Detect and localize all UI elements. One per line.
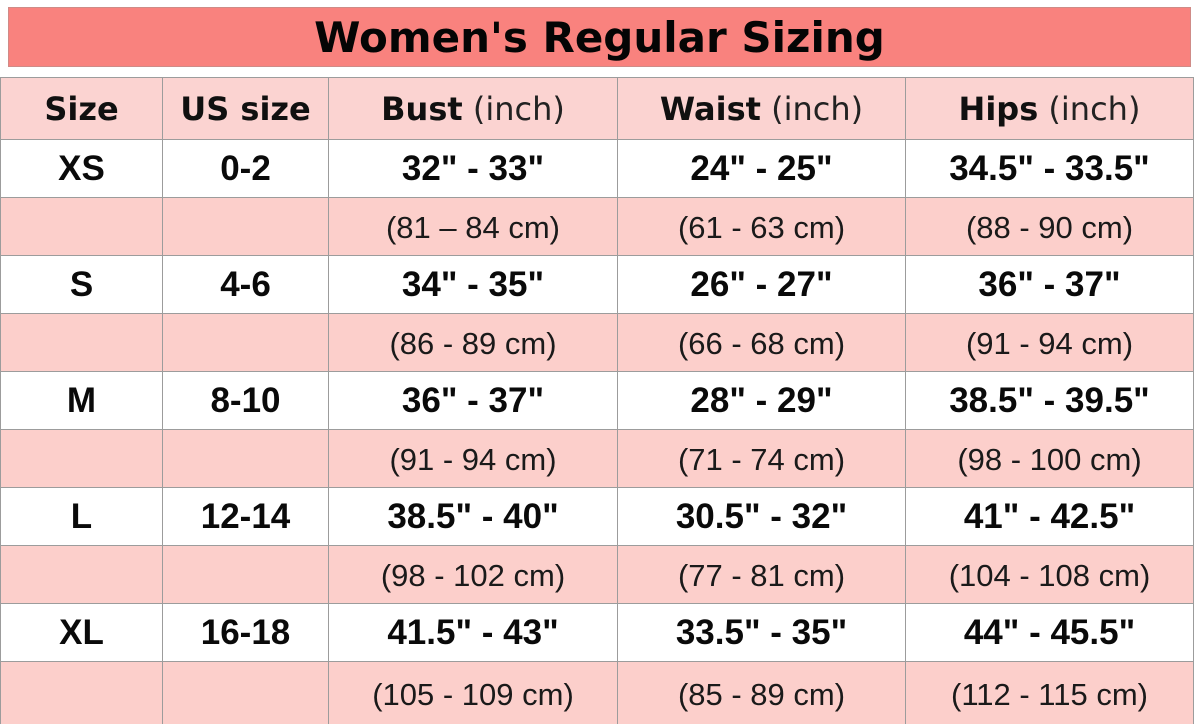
cell-size (1, 430, 163, 488)
table-row-m-cm (1, 430, 1194, 488)
cell-us-size (163, 430, 329, 488)
cell-us-size (163, 198, 329, 256)
cell-waist: (71 - 74 cm) (618, 430, 906, 488)
table-row-s-inch (1, 256, 1194, 314)
cell-us-size: 16-18 (163, 604, 329, 662)
cell-us-size: 4-6 (163, 256, 329, 314)
column-header-unit: (inch) (472, 89, 565, 128)
cell-size (1, 314, 163, 372)
cell-hips: (98 - 100 cm) (906, 430, 1194, 488)
cell-us-size (163, 314, 329, 372)
page-title: Women's Regular Sizing (314, 12, 885, 62)
column-header-label: Waist (659, 89, 761, 128)
cell-size: XS (1, 140, 163, 198)
cell-us-size: 8-10 (163, 372, 329, 430)
cell-bust: 36" - 37" (329, 372, 618, 430)
cell-bust: (86 - 89 cm) (329, 314, 618, 372)
cell-size: L (1, 488, 163, 546)
cell-size: XL (1, 604, 163, 662)
cell-us-size (163, 546, 329, 604)
cell-bust: 38.5" - 40" (329, 488, 618, 546)
table-row-s-cm (1, 314, 1194, 372)
cell-size (1, 546, 163, 604)
cell-size: S (1, 256, 163, 314)
cell-waist: 24" - 25" (618, 140, 906, 198)
cell-us-size: 0-2 (163, 140, 329, 198)
cell-size: M (1, 372, 163, 430)
cell-hips: 41" - 42.5" (906, 488, 1194, 546)
cell-bust: (91 - 94 cm) (329, 430, 618, 488)
column-header-size (1, 78, 163, 140)
table-row-xl-cm (1, 662, 1194, 724)
cell-hips: 36" - 37" (906, 256, 1194, 314)
cell-hips: (91 - 94 cm) (906, 314, 1194, 372)
table-header-row (1, 78, 1194, 140)
cell-bust: 34" - 35" (329, 256, 618, 314)
cell-bust: 41.5" - 43" (329, 604, 618, 662)
table-row-xl-inch (1, 604, 1194, 662)
table-row-l-inch (1, 488, 1194, 546)
cell-size (1, 662, 163, 724)
column-header-unit: (inch) (1048, 89, 1141, 128)
cell-bust: (105 - 109 cm) (329, 662, 618, 724)
cell-us-size: 12-14 (163, 488, 329, 546)
sizing-table (0, 77, 1194, 724)
title-banner (8, 7, 1191, 67)
cell-hips: (88 - 90 cm) (906, 198, 1194, 256)
cell-waist: 26" - 27" (618, 256, 906, 314)
cell-bust: (98 - 102 cm) (329, 546, 618, 604)
cell-hips: (112 - 115 cm) (906, 662, 1194, 724)
cell-us-size (163, 662, 329, 724)
column-header-label: Bust (381, 89, 463, 128)
cell-waist: (66 - 68 cm) (618, 314, 906, 372)
table-row-xs-cm (1, 198, 1194, 256)
cell-waist: (85 - 89 cm) (618, 662, 906, 724)
cell-bust: 32" - 33" (329, 140, 618, 198)
column-header-unit: (inch) (771, 89, 864, 128)
cell-size (1, 198, 163, 256)
cell-hips: 44" - 45.5" (906, 604, 1194, 662)
cell-waist: 30.5" - 32" (618, 488, 906, 546)
column-header-label: US size (180, 89, 311, 128)
cell-waist: (77 - 81 cm) (618, 546, 906, 604)
cell-hips: (104 - 108 cm) (906, 546, 1194, 604)
column-header-hips (906, 78, 1194, 140)
column-header-label: Hips (958, 89, 1039, 128)
column-header-bust (329, 78, 618, 140)
column-header-waist (618, 78, 906, 140)
cell-waist: 28" - 29" (618, 372, 906, 430)
table-row-xs-inch (1, 140, 1194, 198)
cell-bust: (81 – 84 cm) (329, 198, 618, 256)
cell-waist: (61 - 63 cm) (618, 198, 906, 256)
cell-hips: 38.5" - 39.5" (906, 372, 1194, 430)
cell-waist: 33.5" - 35" (618, 604, 906, 662)
table-row-l-cm (1, 546, 1194, 604)
table-row-m-inch (1, 372, 1194, 430)
column-header-us-size (163, 78, 329, 140)
column-header-label: Size (44, 89, 119, 128)
cell-hips: 34.5" - 33.5" (906, 140, 1194, 198)
